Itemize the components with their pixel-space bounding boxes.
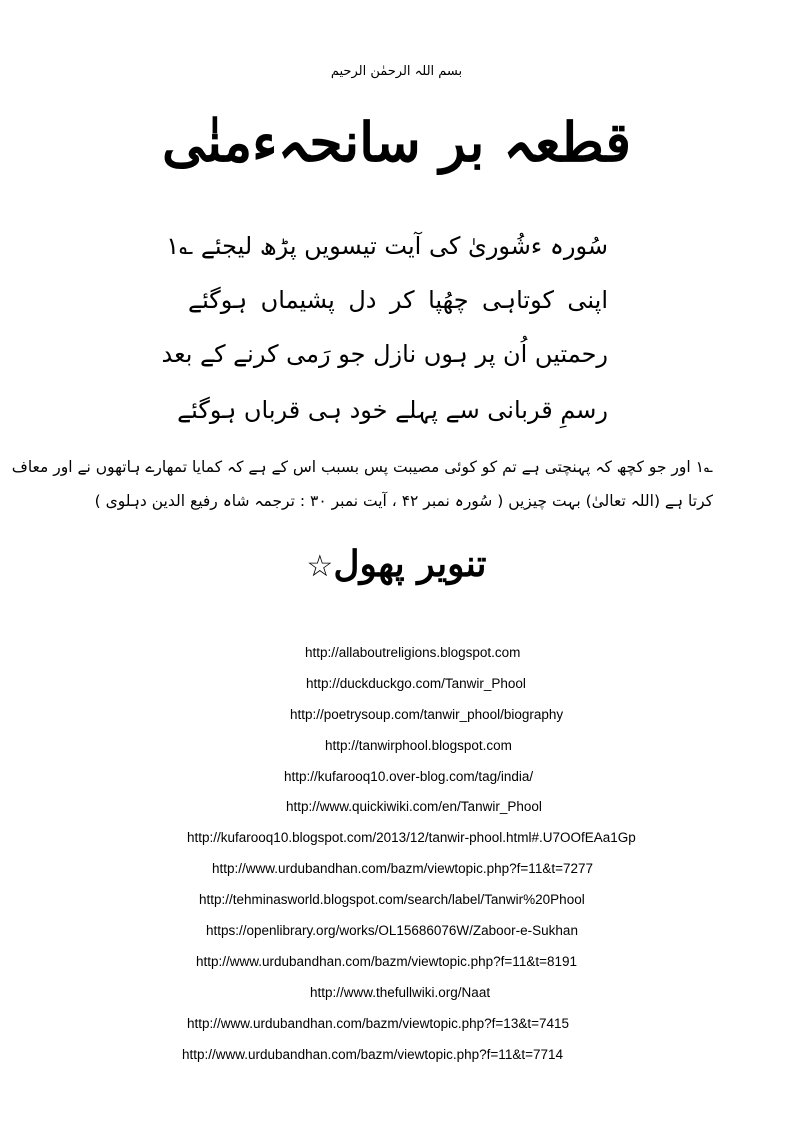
reference-link[interactable]: http://www.thefullwiki.org/Naat [310,984,491,1000]
reference-link[interactable]: http://tanwirphool.blogspot.com [325,737,512,753]
link-item [0,1046,793,1077]
link-item [0,644,793,675]
reference-link[interactable]: http://tehminasworld.blogspot.com/search/label/Tanwir%20Phool [199,892,585,908]
verse-line-4: رسمِ قربانی سے پہلے خود ہی قرباں ہوگئے [177,396,608,424]
footnote-line-1: ؎۱ اور جو کچھ کہ پہنچتی ہے تم کو کوئی مصیبت پس بسبب اس کے ہے کہ کمایا تمھارے ہاتھوں نے اور معاف [11,458,713,476]
verse-line-3: رحمتیں اُن پر ہوں نازل جو رَمی کرنے کے بعد [161,340,608,368]
poet-signature [0,543,793,585]
verse-line-1: سُورہ ءشُوریٰ کی آیت تیسویں پڑھ لیجئے ؎۱ [166,232,608,260]
footnote-line-2: کرتا ہے (اللہ تعالیٰ) بہت چیزیں ( سُورہ نمبر ۴۲ ، آیت نمبر ۳۰ : ترجمہ شاہ رفیع الدین دہلوی ) [94,492,713,510]
link-item [0,737,793,768]
reference-link[interactable]: http://www.urdubandhan.com/bazm/viewtopic.php?f=11&t=7277 [212,861,593,877]
link-item [0,984,793,1015]
star-icon: ☆ [306,549,334,584]
reference-link[interactable]: http://www.urdubandhan.com/bazm/viewtopic.php?f=11&t=8191 [196,953,577,969]
link-item [0,953,793,984]
reference-link[interactable]: https://openlibrary.org/works/OL15686076W/Zaboor-e-Sukhan [206,923,578,939]
reference-link[interactable]: http://duckduckgo.com/Tanwir_Phool [306,675,526,691]
link-item [0,829,793,860]
reference-link[interactable]: http://kufarooq10.over-blog.com/tag/india/ [284,768,534,784]
link-item [0,922,793,953]
link-item [0,768,793,799]
verse-line-2: اپنی کوتاہی چھُپا کر دل پشیماں ہوگئے [188,286,608,314]
reference-link[interactable]: http://kufarooq10.blogspot.com/2013/12/tanwir-phool.html#.U7OOfEAa1Gp [187,830,636,846]
reference-links-list [0,644,793,1076]
link-item [0,706,793,737]
link-item [0,675,793,706]
link-item [0,891,793,922]
link-item [0,1015,793,1046]
reference-link[interactable]: http://poetrysoup.com/tanwir_phool/biography [290,706,564,722]
reference-link[interactable]: http://www.urdubandhan.com/bazm/viewtopic.php?f=11&t=7714 [182,1046,563,1062]
link-item [0,860,793,891]
reference-link[interactable]: http://allaboutreligions.blogspot.com [305,645,521,660]
poem-title: قطعہ بر سانحہءمنٰی [161,110,632,174]
bismillah-header: بسم اللہ الرحمٰن الرحیم [330,64,463,79]
reference-link[interactable]: http://www.quickiwiki.com/en/Tanwir_Phool [286,799,542,815]
reference-link[interactable]: http://www.urdubandhan.com/bazm/viewtopic.php?f=13&t=7415 [187,1015,569,1031]
poet-name: تنویر پھول [333,543,487,585]
link-item [0,798,793,829]
